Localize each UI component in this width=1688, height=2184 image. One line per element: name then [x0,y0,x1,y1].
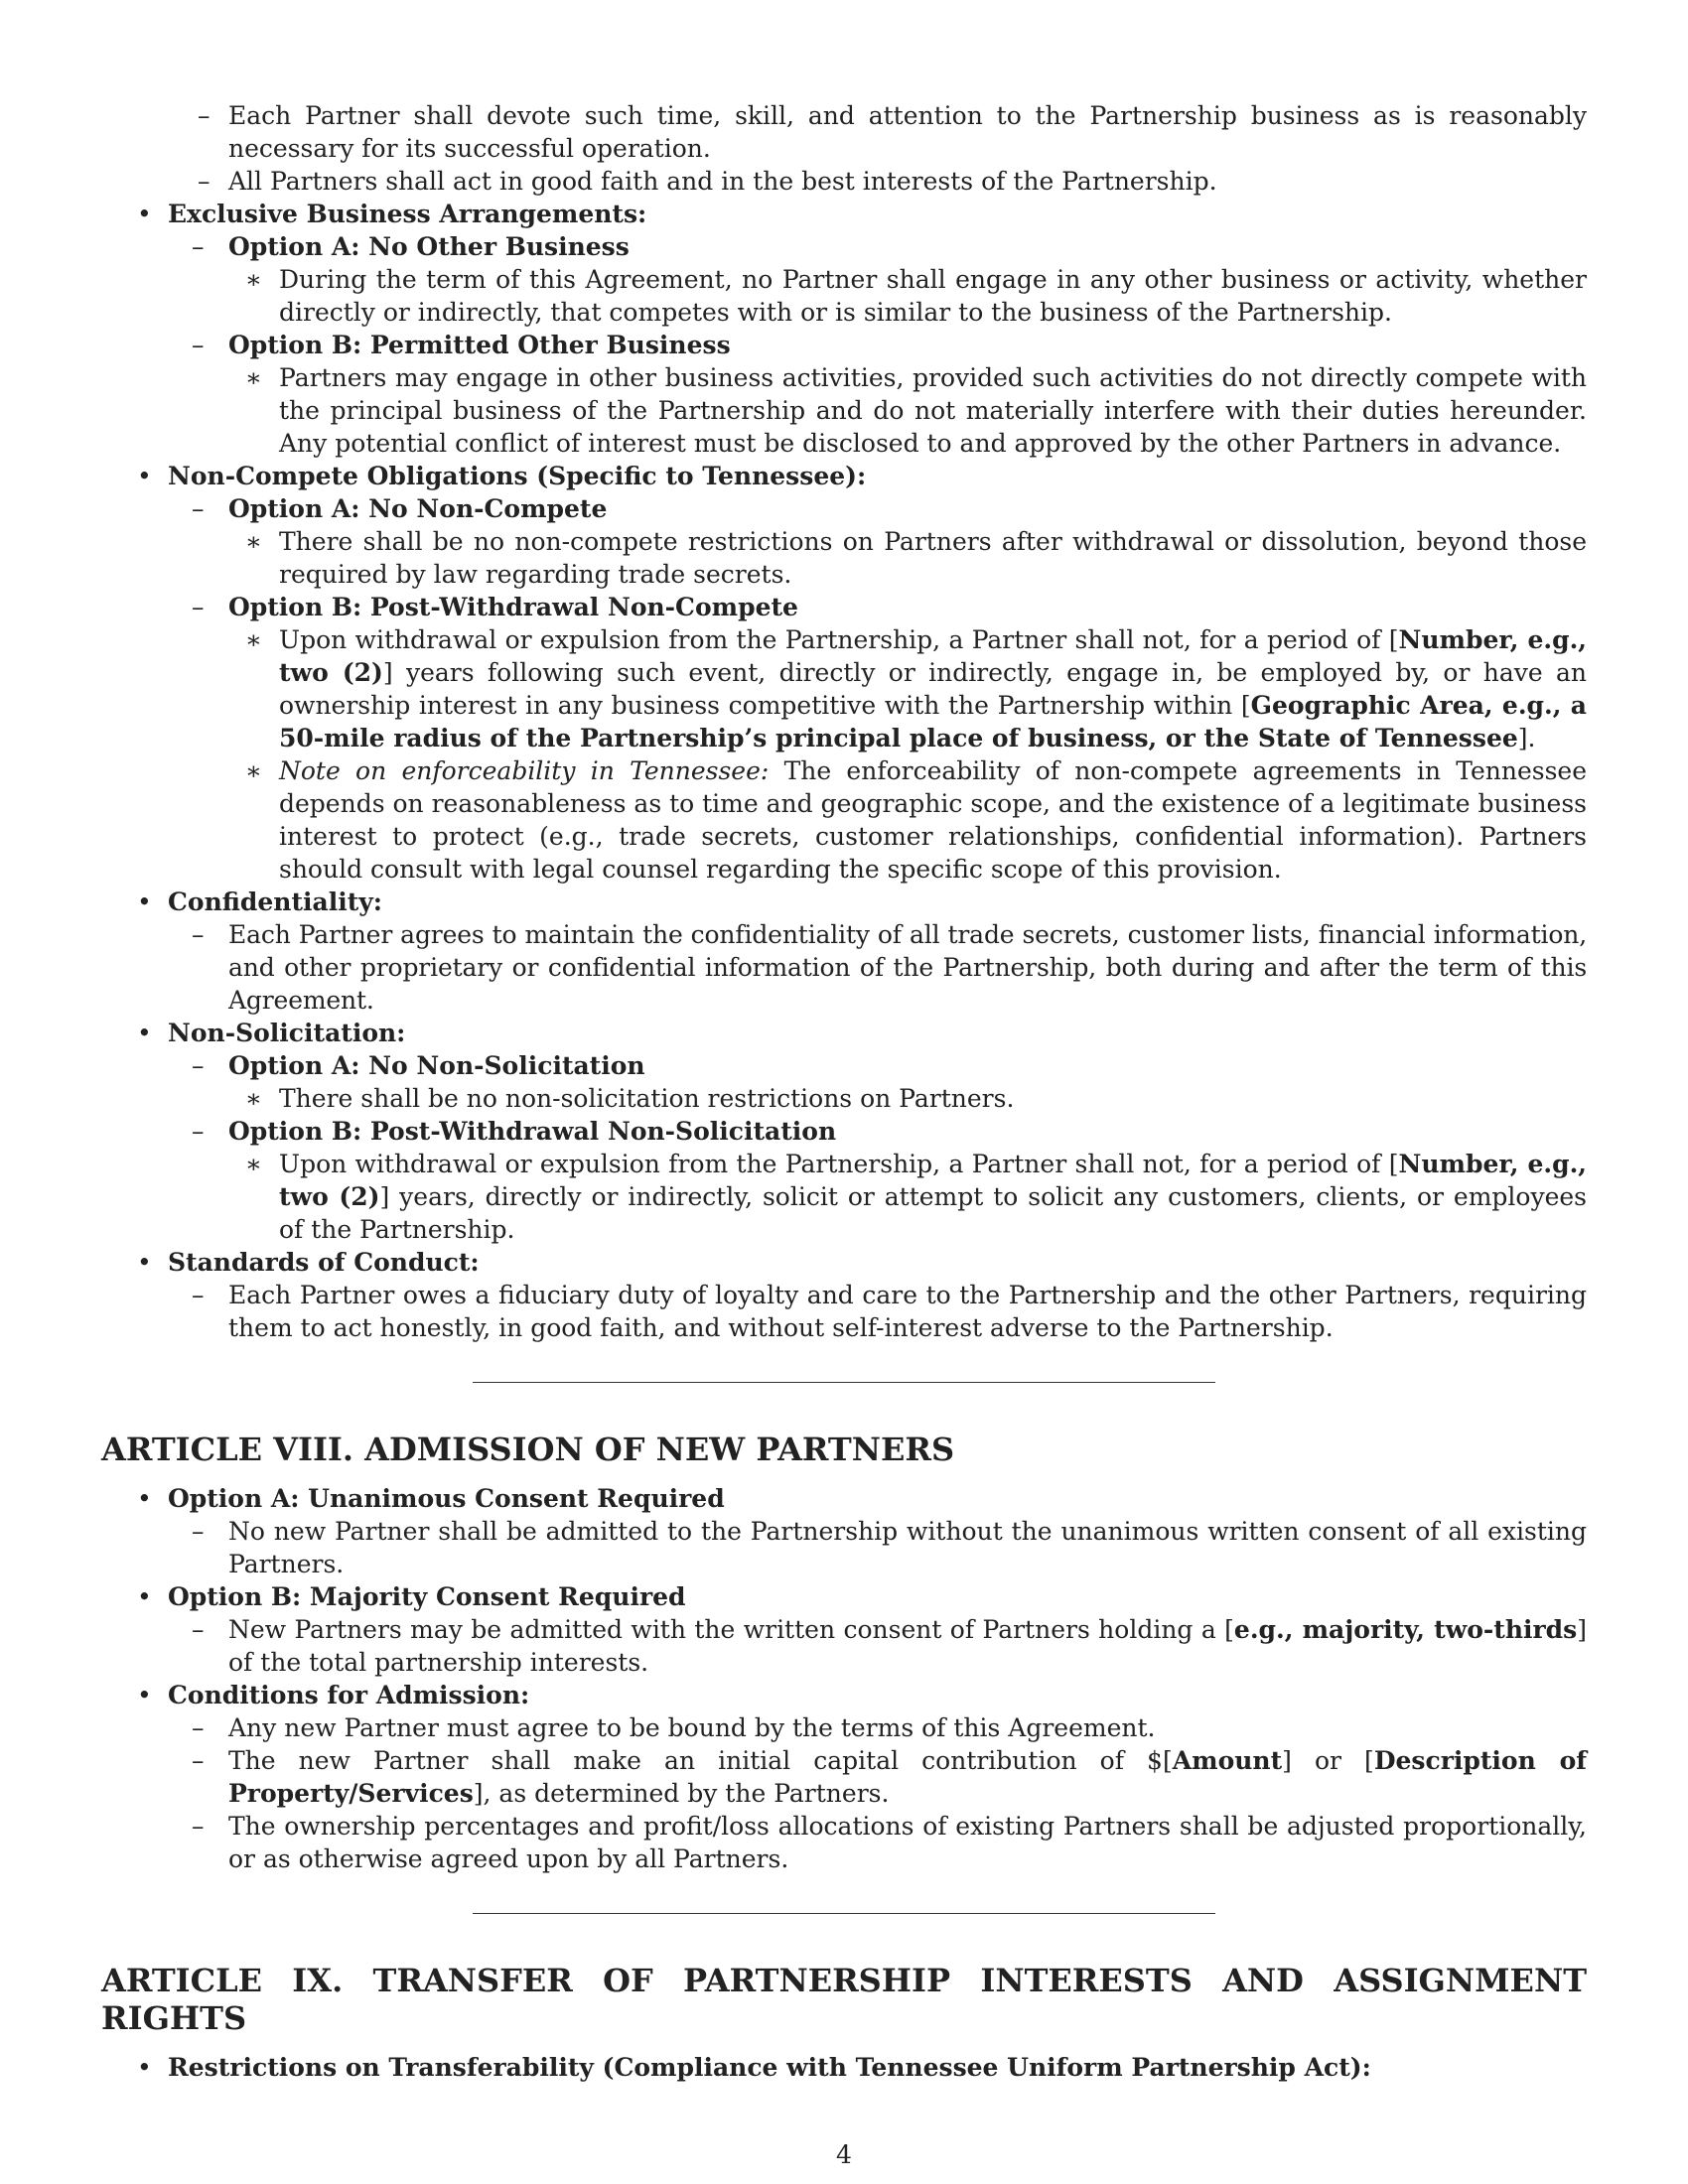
section-divider [473,1382,1215,1383]
text-run: Upon withdrawal or expulsion from the Partnership, a Partner shall not, for a period of [ [279,625,1399,654]
list-item: ∗ There shall be no non-compete restrictions on Partners after withdrawal or dissolution, beyond those required by law regarding trade secrets. [228,525,1587,591]
option-title: Option B: Permitted Other Business [228,331,731,359]
placeholder-field: e.g., majority, two-thirds [1233,1615,1578,1644]
list-item [228,623,1587,754]
option-title: Option B: Post-Withdrawal Non-Solicitation [228,1117,837,1146]
non-solicitation-section [101,1017,1587,1246]
section-heading: Exclusive Business Arrangements: [168,200,647,228]
page-content [101,99,1587,2084]
text-run: ] of the total partnership interests. [228,1615,1588,1677]
list-item [228,1148,1587,1246]
text-run: ] years, directly or indirectly, solicit or attempt to solicit any customers, clients, or employees of the Partnership. [279,1182,1588,1244]
text-run: ] or [ [1282,1746,1374,1775]
section-heading: Non-Compete Obligations (Specific to Tennessee): [168,462,867,490]
option-item [168,329,1587,460]
placeholder-field: Number, e.g., two (2) [279,625,1587,687]
list-item [228,754,1587,886]
list-item: ∗ Partners may engage in other business activities, provided such activities do not directly compete with the principal business of the Partnership and do not materially interfere with their duties hereunder. Any potential conflict of interest must be disclosed to and approved by the other Partners in advance. [228,361,1587,460]
section-heading: Restrictions on Transferability (Compliance with Tennessee Uniform Partnership Act): [168,2053,1371,2082]
article-ix-list [101,2051,1587,2084]
list-item: – Each Partner agrees to maintain the confidentiality of all trade secrets, customer lists, financial information, and other proprietary or confidential information of the Partnership, both during and after the term of this Agreement. [168,918,1587,1017]
option-item [101,1482,1587,1580]
section-heading: Non-Solicitation: [168,1019,406,1047]
exclusive-business-section [101,198,1587,460]
article-viii-title: ARTICLE VIII. ADMISSION OF NEW PARTNERS [101,1431,955,1468]
placeholder-field: Geographic Area, e.g., a 50-mile radius of the Partnership’s principal place of business, or the State of Tennessee [279,691,1587,752]
text-run: ] years following such event, directly or indirectly, engage in, be employed by, or have an ownership interest in any business competitive with the Partnership within [ [279,658,1587,720]
option-title: Option B: Majority Consent Required [168,1582,686,1611]
option-item [168,591,1587,886]
list-item [168,1613,1587,1679]
list-item: ∗ During the term of this Agreement, no Partner shall engage in any other business or activity, whether directly or indirectly, that competes with or is similar to the business of the Partnership. [228,263,1587,329]
section-heading: Confidentiality: [168,887,383,916]
option-item [101,1580,1587,1679]
text-run: Upon withdrawal or expulsion from the Partnership, a Partner shall not, for a period of [ [279,1150,1399,1178]
continued-duties-list [101,99,1587,198]
text-run: New Partners may be admitted with the written consent of Partners holding a [ [228,1615,1234,1644]
option-item [168,1049,1587,1115]
list-item: – All Partners shall act in good faith and in the best interests of the Partnership. [101,165,1587,198]
list-item: – Each Partner shall devote such time, skill, and attention to the Partnership business as is reasonably necessary for its successful operation. [101,99,1587,165]
option-title: Option B: Post-Withdrawal Non-Compete [228,593,798,621]
placeholder-field: Number, e.g., two (2) [279,1150,1587,1211]
option-item [168,492,1587,591]
non-compete-section [101,460,1587,886]
note-label: Note on enforceability in Tennessee: [279,756,770,785]
article-vii-list [101,198,1587,1344]
list-item [101,2051,1587,2084]
option-title: Option A: No Other Business [228,232,630,261]
option-title: Option A: Unanimous Consent Required [168,1484,725,1513]
conduct-section [101,1246,1587,1344]
list-item: – Each Partner owes a fiduciary duty of loyalty and care to the Partnership and the other Partners, requiring them to act honestly, in good faith, and without self-interest adverse to the Partnership. [168,1279,1587,1344]
text-run: The new Partner shall make an initial capital contribution of $[ [228,1746,1173,1775]
section-heading: Standards of Conduct: [168,1248,480,1277]
page-number: 4 [836,2140,852,2169]
section-divider [473,1913,1215,1914]
list-item: ∗ There shall be no non-solicitation restrictions on Partners. [228,1082,1587,1115]
note-text: The enforceability of non-compete agreements in Tennessee depends on reasonableness as to time and geographic scope, and the existence of a legitimate business interest to protect (e.g., trade secrets, customer relationships, confidential information). Partners should consult with legal counsel regarding the specific scope of this provision. [279,756,1588,884]
list-item: – No new Partner shall be admitted to the Partnership without the unanimous written consent of all existing Partners. [168,1515,1587,1580]
list-item [168,1744,1587,1810]
placeholder-field: Description of Property/Services [228,1746,1587,1808]
list-item: – The ownership percentages and profit/loss allocations of existing Partners shall be adjusted proportionally, or as otherwise agreed upon by all Partners. [168,1810,1587,1875]
option-item [168,230,1587,329]
text-run: ], as determined by the Partners. [473,1779,890,1808]
list-item: – Any new Partner must agree to be bound by the terms of this Agreement. [168,1711,1587,1744]
option-title: Option A: No Non-Solicitation [228,1051,645,1080]
placeholder-field: Amount [1172,1746,1283,1775]
option-item [168,1115,1587,1246]
option-title: Option A: No Non-Compete [228,494,608,523]
article-viii-list [101,1482,1587,1875]
section-heading: Conditions for Admission: [168,1681,530,1709]
confidentiality-section [101,886,1587,1017]
admission-conditions-section [101,1679,1587,1875]
text-run: ]. [1517,724,1536,752]
article-ix-title: ARTICLE IX. TRANSFER OF PARTNERSHIP INTERESTS AND ASSIGNMENT RIGHTS [101,1962,1587,2037]
